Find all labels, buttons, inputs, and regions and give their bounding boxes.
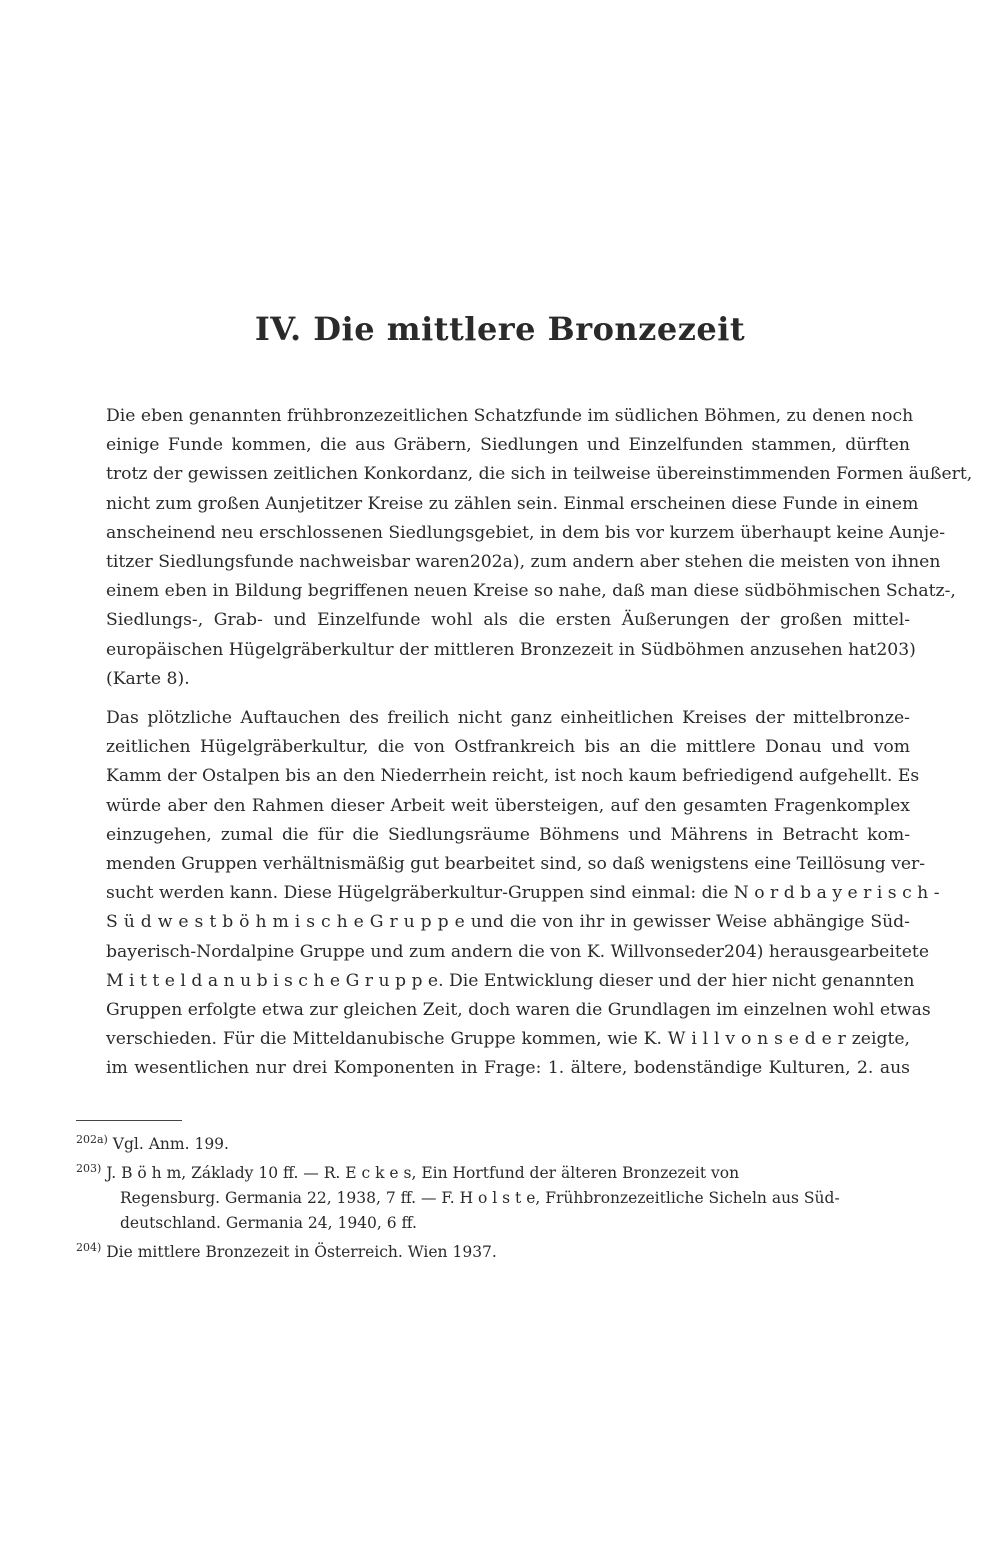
text-line: Die eben genannten frühbronzezeitlichen Schatzfunde im südlichen Böhmen, zu denen noch	[106, 406, 914, 426]
text-line: (Karte 8).	[106, 668, 190, 689]
footnote-marker: 203)	[76, 1161, 102, 1175]
text-line: S ü d w e s t b ö h m i s c h e G r u p p e und die von ihr in gewisser Weise abhängige Süd-	[106, 912, 910, 933]
text-line: titzer Siedlungsfunde nachweisbar waren202a), zum andern aber stehen die meisten von ihnen	[106, 552, 941, 573]
text-line: Gruppen erfolgte etwa zur gleichen Zeit, doch waren die Grundlagen im einzelnen wohl etwas	[106, 1000, 931, 1021]
footnote-text: J. B ö h m, Základy 10 ff. — R. E c k e s, Ein Hortfund der älteren Bronzezeit von	[106, 1164, 740, 1182]
text-line: einzugehen, zumal die für die Siedlungsräume Böhmens und Mährens in Betracht kom-	[106, 824, 910, 845]
text-line: würde aber den Rahmen dieser Arbeit weit übersteigen, auf den gesamten Fragenkomplex	[106, 795, 910, 816]
body-text	[76, 402, 973, 1094]
text-line: menden Gruppen verhältnismäßig gut bearbeitet sind, so daß wenigstens eine Teillösung ver-	[106, 854, 926, 875]
footnote-text: Vgl. Anm. 199.	[112, 1135, 229, 1153]
text-line: Kamm der Ostalpen bis an den Niederrhein reicht, ist noch kaum befriedigend aufgehellt. Es	[106, 766, 920, 787]
footnote-separator	[76, 1120, 182, 1121]
footnote-text: Die mittlere Bronzezeit in Österreich. Wien 1937.	[106, 1243, 497, 1261]
text-line: M i t t e l d a n u b i s c h e G r u p p e. Die Entwicklung dieser und der hier nicht genannten	[106, 970, 915, 991]
chapter-heading: IV. Die mittlere Bronzezeit	[254, 310, 746, 348]
text-line: Siedlungs-, Grab- und Einzelfunde wohl als die ersten Äußerungen der großen mittel-	[106, 610, 910, 631]
text-line: Das plötzliche Auftauchen des freilich nicht ganz einheitlichen Kreises der mittelbronze-	[106, 708, 910, 729]
paragraph-1	[76, 402, 973, 694]
text-line: bayerisch-Nordalpine Gruppe und zum andern die von K. Willvonseder204) herausgearbeitete	[106, 941, 929, 962]
footnote-text: deutschland. Germania 24, 1940, 6 ff.	[120, 1214, 417, 1232]
text-line: nicht zum großen Aunjetitzer Kreise zu zählen sein. Einmal erscheinen diese Funde in einem	[106, 493, 919, 514]
text-line: sucht werden kann. Diese Hügelgräberkultur-Gruppen sind einmal: die N o r d b a y e r i s c h -	[106, 883, 940, 904]
text-line: anscheinend neu erschlossenen Siedlungsgebiet, in dem bis vor kurzem überhaupt keine Aunje-	[106, 522, 946, 543]
footnote-marker: 202a)	[76, 1132, 108, 1146]
footnote-202a	[76, 1132, 910, 1157]
footnote-203	[76, 1161, 910, 1236]
text-line: einem eben in Bildung begriffenen neuen Kreise so nahe, daß man diese südböhmischen Schatz-,	[106, 581, 956, 602]
text-line: europäischen Hügelgräberkultur der mittleren Bronzezeit in Südböhmen anzusehen hat203)	[106, 639, 916, 660]
text-line: verschieden. Für die Mitteldanubische Gruppe kommen, wie K. W i l l v o n s e d e r zeigte,	[106, 1029, 910, 1050]
footnote-marker: 204)	[76, 1240, 102, 1254]
footnote-text: Regensburg. Germania 22, 1938, 7 ff. — F. H o l s t e, Frühbronzezeitliche Sicheln aus Süd-	[120, 1189, 840, 1207]
footnotes	[76, 1132, 910, 1269]
text-line: trotz der gewissen zeitlichen Konkordanz, die sich in teilweise übereinstimmenden Formen äußert,	[106, 464, 973, 485]
paragraph-2	[76, 704, 940, 1084]
text-line: zeitlichen Hügelgräberkultur, die von Ostfrankreich bis an die mittlere Donau und vom	[106, 737, 910, 758]
text-line: im wesentlichen nur drei Komponenten in Frage: 1. ältere, bodenständige Kulturen, 2. aus	[106, 1058, 910, 1079]
footnote-204	[76, 1240, 910, 1265]
text-line: einige Funde kommen, die aus Gräbern, Siedlungen und Einzelfunden stammen, dürften	[106, 435, 910, 456]
